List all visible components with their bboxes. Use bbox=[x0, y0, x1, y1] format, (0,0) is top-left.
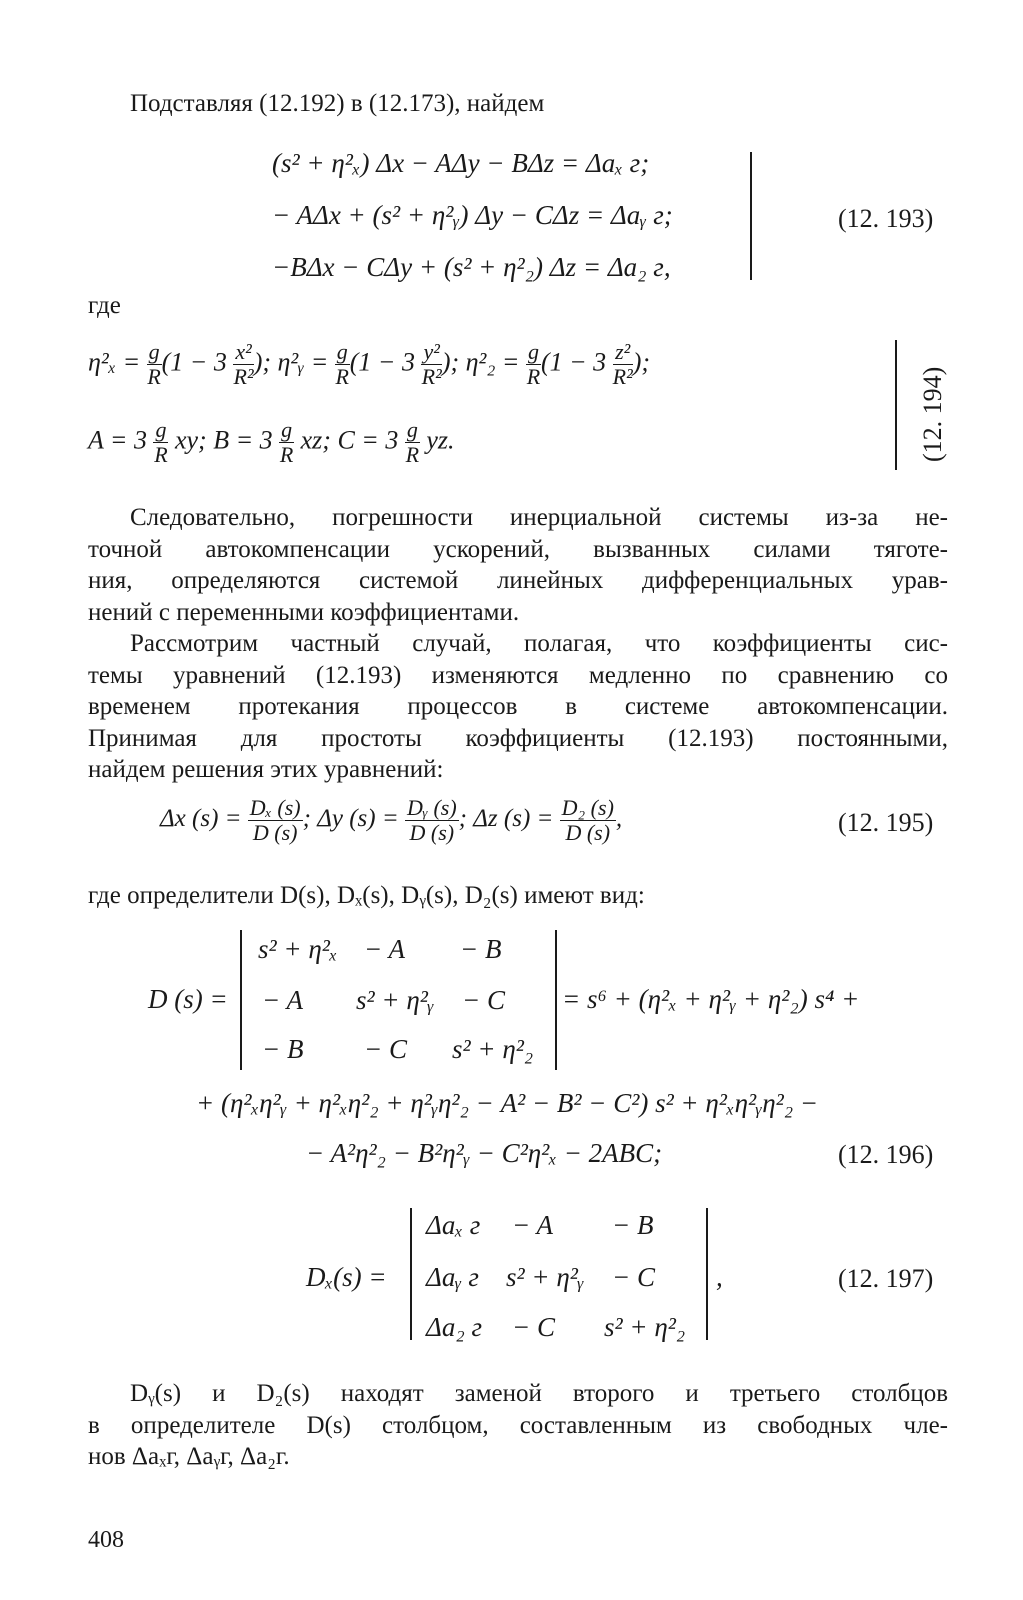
frac-dz-over-d: $\frac{\text{D₂ (s)}}{D (s)}$ bbox=[561, 795, 614, 845]
det-bar-right bbox=[706, 1208, 708, 1340]
intro-text: Подставляя (12.192) в (12.173), найдем bbox=[130, 90, 545, 117]
matrix-cell: s² + η²ₓ bbox=[258, 934, 338, 964]
where-label-2: где определители D(s), Dₓ(s), Dᵧ(s), D₂(s) имеют вид: bbox=[88, 882, 645, 909]
eq196-rhs-2: + (η²ₓη²ᵧ + η²ₓη²₂ + η²ᵧη²₂ − A² − B² − C²) s² + η²ₓη²ᵧη²₂ − bbox=[196, 1088, 819, 1118]
paragraph-1 bbox=[88, 502, 948, 628]
para3-line: нов Δaₓг, Δaᵧг, Δa₂г. bbox=[88, 1443, 290, 1470]
para1-line: нений с переменными коэффициентами. bbox=[88, 598, 520, 626]
det-bar-left bbox=[240, 930, 242, 1070]
matrix-cell: s² + η²ᵧ bbox=[506, 1262, 585, 1292]
det-bar-left bbox=[410, 1208, 412, 1340]
matrix-cell: − B bbox=[612, 1210, 654, 1240]
matrix-cell: s² + η²ᵧ bbox=[356, 985, 435, 1015]
para3-line: в определителе D(s) столбцом, составленным из свободных чле- bbox=[88, 1411, 948, 1439]
eq196-rhs-3: − A²η²₂ − B²η²ᵧ − C²η²ₓ − 2ABC; bbox=[306, 1138, 663, 1168]
matrix-cell: − C bbox=[364, 1034, 407, 1064]
det-bar-right bbox=[555, 930, 557, 1070]
eq194-brace bbox=[885, 340, 897, 470]
eq196-lhs: D (s) = bbox=[148, 984, 228, 1014]
where-label-1: где bbox=[88, 292, 121, 319]
eq197-tail: , bbox=[716, 1262, 723, 1292]
matrix-cell: − B bbox=[460, 934, 502, 964]
matrix-cell: − C bbox=[512, 1312, 555, 1342]
para3-line: Dᵧ(s) и D₂(s) находят заменой второго и третьего столбцов bbox=[130, 1380, 948, 1407]
para1-line: Следовательно, погрешности инерциальной системы из-за не- bbox=[130, 504, 948, 531]
eq196-rhs-1: = s⁶ + (η²ₓ + η²ᵧ + η²₂) s⁴ + bbox=[562, 984, 860, 1014]
para1-line: ния, определяются системой линейных дифференциальных урав- bbox=[88, 567, 948, 594]
paragraph-2 bbox=[88, 628, 948, 786]
para2-line: найдем решения этих уравнений: bbox=[88, 756, 444, 783]
matrix-cell: − B bbox=[262, 1034, 304, 1064]
matrix-cell: Δa₂ г bbox=[426, 1312, 483, 1342]
matrix-cell: − C bbox=[612, 1262, 655, 1292]
eq197-number: (12. 197) bbox=[838, 1264, 934, 1293]
eq193-line-3: −BΔx − CΔy + (s² + η²₂) Δz = Δa₂ г, bbox=[272, 252, 671, 282]
matrix-cell: Δaₓ г bbox=[426, 1210, 481, 1240]
para1-line: точной автокомпенсации ускорений, вызванных силами тяготе- bbox=[88, 535, 948, 563]
eq193-number: (12. 193) bbox=[838, 204, 934, 233]
eq194-line-2: A = 3 $\frac{g}{R}$ xy; B = 3 $\frac{g}{R}$ xz; C = 3 $\frac{g}{R}$ yz. bbox=[88, 417, 455, 467]
eq193-line-1: (s² + η²ₓ) Δx − AΔy − BΔz = Δaₓ г; bbox=[272, 148, 650, 178]
frac-y2-over-r2: $\frac{\text{y²}}{\text{R²}}$ bbox=[421, 339, 442, 389]
eq194-eta-x: η²ₓ = bbox=[88, 347, 147, 377]
page-number: 408 bbox=[88, 1527, 124, 1553]
matrix-cell: − A bbox=[262, 985, 303, 1015]
matrix-cell: s² + η²₂ bbox=[452, 1034, 534, 1064]
frac-g-over-r: $\frac{g}{R}$ bbox=[335, 339, 349, 389]
eq193-brace bbox=[740, 152, 752, 280]
frac-g-over-r: $\frac{g}{R}$ bbox=[405, 417, 420, 467]
para2-line: Принимая для простоты коэффициенты (12.193) постоянными, bbox=[88, 724, 948, 752]
frac-g-over-r: $\frac{g}{R}$ bbox=[279, 417, 294, 467]
frac-g-over-r: $\frac{g}{R}$ bbox=[147, 339, 161, 389]
eq194-number: (12. 194) bbox=[918, 366, 947, 462]
eq195-body: Δx (s) = $\frac{\text{Dₓ (s)}}{D (s)}$ ; Δy (s) = $\frac{\text{Dᵧ (s)}}{D (s)}$ ; Δz (s) = $\frac{\text{D₂ (s)}}{D (s)}$ , bbox=[160, 795, 623, 845]
frac-g-over-r: $\frac{g}{R}$ bbox=[154, 417, 168, 467]
frac-x2-over-r2: $\frac{\text{x²}}{\text{R²}}$ bbox=[233, 339, 254, 389]
frac-dx-over-d: $\frac{\text{Dₓ (s)}}{D (s)}$ bbox=[249, 795, 301, 845]
matrix-cell: Δaᵧ г bbox=[426, 1262, 479, 1292]
frac-dy-over-d: $\frac{\text{Dᵧ (s)}}{D (s)}$ bbox=[406, 795, 457, 845]
para2-line: Рассмотрим частный случай, полагая, что коэффициенты сис- bbox=[130, 630, 948, 657]
eq194-line-1: η²ₓ = $\frac{g}{R}$ (1 − 3 $\frac{\text{x²}}{\text{R²}}$ ); η²ᵧ = $\frac{g}{R}$ (1 − 3 $\frac{\text{y²}}{\text{R²}}$ ); η²₂ = $\frac{g}{R}$ (1 − 3 $\frac{\text{z²}}{\text{R²}}$ ); bbox=[88, 339, 651, 389]
paragraph-3 bbox=[88, 1378, 948, 1473]
matrix-cell: − A bbox=[364, 934, 405, 964]
frac-z2-over-r2: $\frac{\text{z²}}{\text{R²}}$ bbox=[612, 339, 633, 389]
para2-line: темы уравнений (12.193) изменяются медленно по сравнению со bbox=[88, 661, 948, 689]
matrix-cell: − C bbox=[462, 985, 505, 1015]
eq193-line-2: − AΔx + (s² + η²ᵧ) Δy − CΔz = Δaᵧ г; bbox=[272, 200, 673, 230]
frac-g-over-r: $\frac{g}{R}$ bbox=[526, 339, 541, 389]
eq197-lhs: Dₓ(s) = bbox=[306, 1262, 387, 1292]
matrix-cell: − A bbox=[512, 1210, 553, 1240]
eq195-number: (12. 195) bbox=[838, 808, 934, 837]
eq196-number: (12. 196) bbox=[838, 1140, 934, 1169]
matrix-cell: s² + η²₂ bbox=[604, 1312, 686, 1342]
para2-line: временем протекания процессов в системе автокомпенсации. bbox=[88, 693, 948, 720]
